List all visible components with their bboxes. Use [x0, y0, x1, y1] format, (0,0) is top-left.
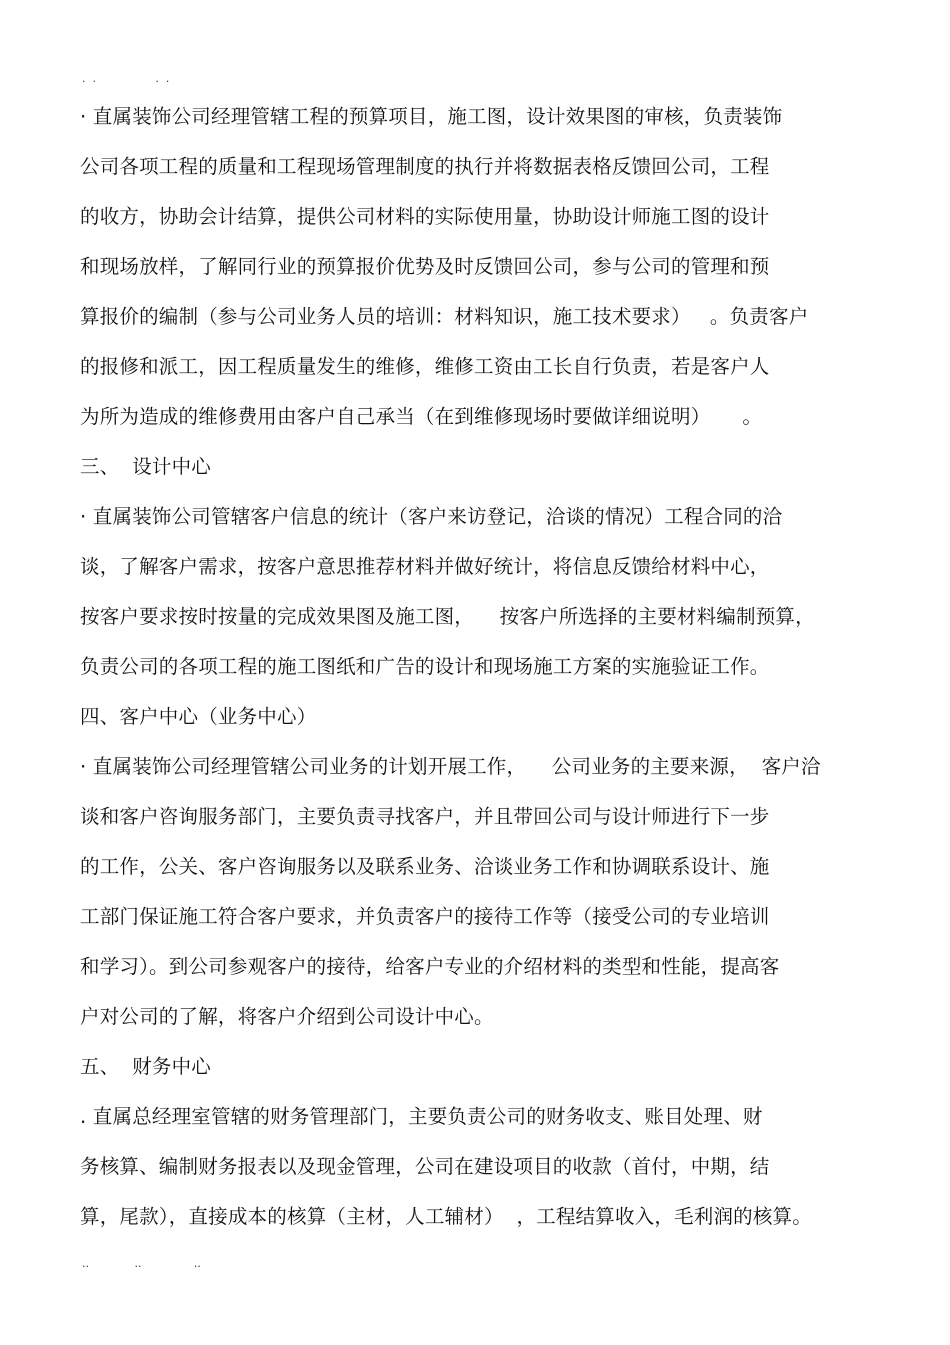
section-heading-finance-center: 五、 财务中心 — [80, 1055, 211, 1078]
paragraph-line: 谈和客户咨询服务部门，主要负责寻找客户，并且带回公司与设计师进行下一步 — [80, 805, 770, 828]
section-heading-design-center: 三、 设计中心 — [80, 455, 211, 478]
paragraph-line: 按客户要求按时按量的完成效果图及施工图， 按客户所选择的主要材料编制预算， — [80, 605, 815, 628]
paragraph-line: 户对公司的了解，将客户介绍到公司设计中心。 — [80, 1005, 494, 1028]
paragraph-line: 算报价的编制（参与公司业务人员的培训：材料知识，施工技术要求） 。负责客户 — [80, 305, 809, 328]
footer-dots: .. .. .. — [82, 1257, 201, 1270]
paragraph-line: 和现场放样，了解同行业的预算报价优势及时反馈回公司，参与公司的管理和预 — [80, 255, 770, 278]
header-dots: · · · · — [82, 75, 170, 88]
paragraph-line: 算，尾款），直接成本的核算（主材，人工辅材） ，工程结算收入，毛利润的核算。 — [80, 1205, 812, 1228]
paragraph-line: · 直属装饰公司经理管辖公司业务的计划开展工作， 公司业务的主要来源， 客户洽 — [80, 755, 821, 778]
paragraph-line: 和学习）。到公司参观客户的接待，给客户专业的介绍材料的类型和性能，提高客 — [80, 955, 780, 978]
paragraph-line: . 直属总经理室管辖的财务管理部门，主要负责公司的财务收支、账目处理、财 — [80, 1105, 763, 1128]
section-heading-customer-center: 四、客户中心（业务中心） — [80, 705, 317, 728]
paragraph-line: 谈，了解客户需求，按客户意思推荐材料并做好统计，将信息反馈给材料中心， — [80, 555, 770, 578]
paragraph-line: 务核算、编制财务报表以及现金管理，公司在建设项目的收款（首付，中期，结 — [80, 1155, 770, 1178]
paragraph-line: · 直属装饰公司经理管辖工程的预算项目，施工图，设计效果图的审核，负责装饰 — [80, 105, 783, 128]
paragraph-line: 的报修和派工，因工程质量发生的维修，维修工资由工长自行负责，若是客户人 — [80, 355, 770, 378]
paragraph-line: 工部门保证施工符合客户要求，并负责客户的接待工作等（接受公司的专业培训 — [80, 905, 770, 928]
paragraph-line: 为所为造成的维修费用由客户自己承当（在到维修现场时要做详细说明） 。 — [80, 405, 763, 428]
paragraph-line: 的工作，公关、客户咨询服务以及联系业务、洽谈业务工作和协调联系设计、施 — [80, 855, 770, 878]
paragraph-line: 负责公司的各项工程的施工图纸和广告的设计和现场施工方案的实施验证工作。 — [80, 655, 770, 678]
paragraph-line: · 直属装饰公司管辖客户信息的统计（客户来访登记，洽谈的情况）工程合同的洽 — [80, 505, 783, 528]
paragraph-line: 公司各项工程的质量和工程现场管理制度的执行并将数据表格反馈回公司，工程 — [80, 155, 770, 178]
paragraph-line: 的收方，协助会计结算，提供公司材料的实际使用量，协助设计师施工图的设计 — [80, 205, 770, 228]
